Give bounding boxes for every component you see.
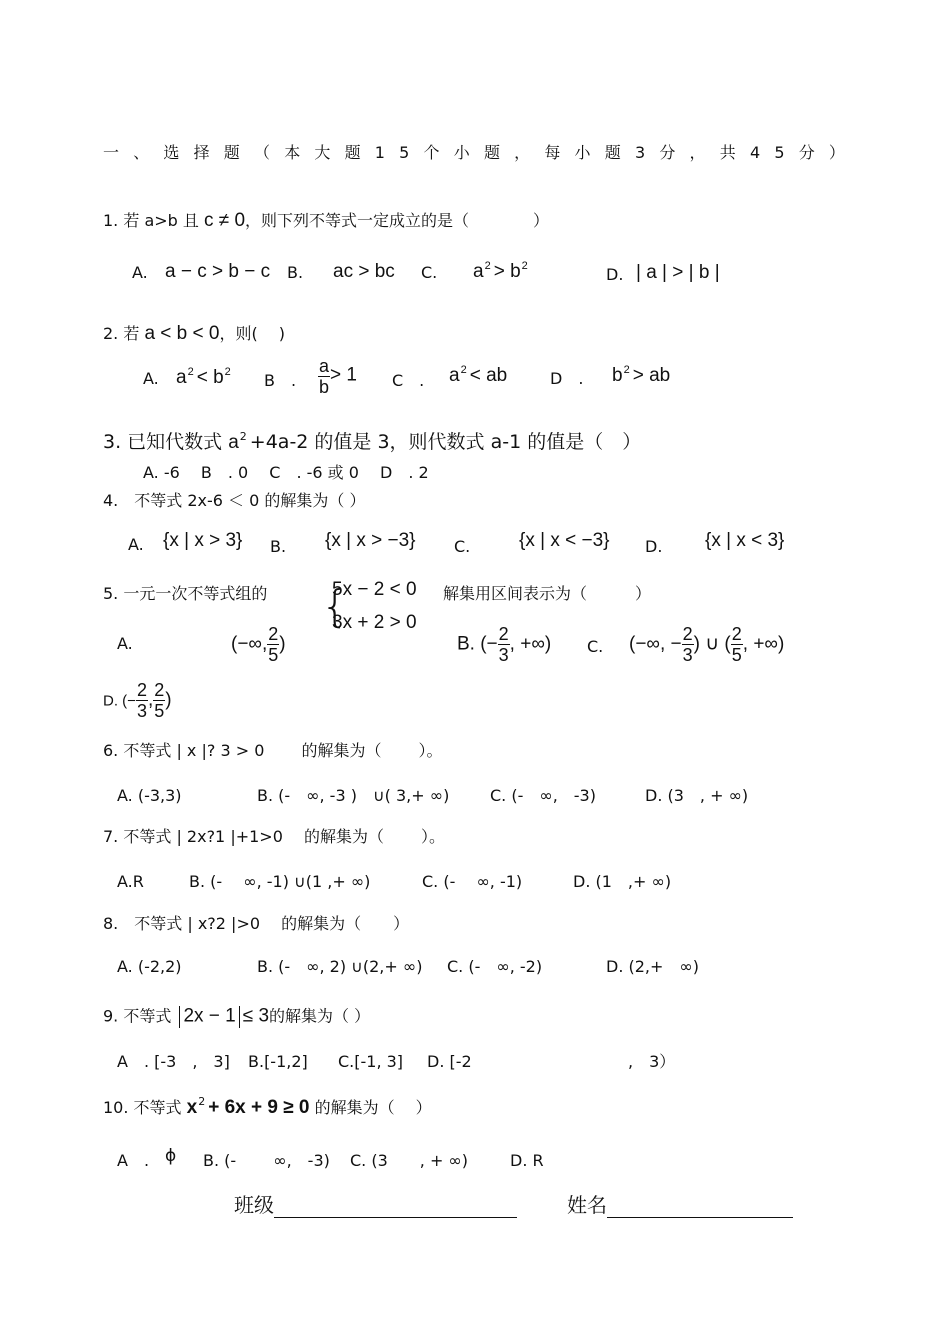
question-1 xyxy=(103,211,549,231)
q10-option-a-label: A . xyxy=(117,1151,150,1170)
question-5-stem-b: 解集用区间表示为（ ） xyxy=(443,584,652,603)
q4-option-a: {x | x > 3} xyxy=(163,530,243,551)
name-label: 姓名 xyxy=(567,1193,607,1217)
question-8: 8. 不等式 | x?2 |>0 的解集为（ ） xyxy=(103,914,410,933)
q10-option-b: B. (- ∞, -3) xyxy=(203,1151,330,1170)
q4-option-a-label: A. xyxy=(128,535,144,554)
q5-option-a: (−∞, $\frac{2}{5}$ ) xyxy=(231,624,286,665)
q8-option-b: B. (- ∞, 2) ∪(2,+ ∞) xyxy=(257,957,423,976)
q4-option-b-label: B. xyxy=(270,537,287,556)
q1-option-a: a − c > b − c xyxy=(165,261,271,282)
q2-option-c-label: C . xyxy=(392,371,425,390)
q2-stem-math: a < b < 0 xyxy=(144,323,220,344)
question-4: 4. 不等式 2x-6 ＜ 0 的解集为（ ） xyxy=(103,491,366,510)
q2-option-b: $\frac{a}{b}$ > 1 xyxy=(319,356,357,397)
q1-option-c: $a^2 > b^2$ xyxy=(473,260,528,282)
abs-bar-right xyxy=(239,1006,240,1028)
q4-option-c: {x | x < −3} xyxy=(519,530,610,551)
q2-option-c: $a^2$ < ab xyxy=(449,364,508,386)
q1-option-b: ac > bc xyxy=(333,261,395,282)
q4-option-d-label: D. xyxy=(645,537,663,556)
name-blank[interactable] xyxy=(607,1199,793,1218)
q2-option-d-label: D . xyxy=(550,369,584,388)
q6-option-d: D. (3 , + ∞) xyxy=(645,786,749,805)
q8-option-d: D. (2,+ ∞) xyxy=(606,957,699,976)
q5-option-b: B. (− $\frac{2}{3}$ , +∞) xyxy=(457,624,552,665)
q5-system-brace: { xyxy=(321,581,349,632)
question-5-stem-a: 5. 一元一次不等式组的 xyxy=(103,584,268,603)
q2-b-fraction: $\frac{a}{b}$ xyxy=(319,356,330,397)
q1-option-d: | a | > | b | xyxy=(636,262,720,283)
q9-option-a: A . [-3 , 3] xyxy=(117,1052,230,1071)
q9-option-b: B.[-1,2] xyxy=(248,1052,308,1071)
q7-option-c: C. (- ∞, -1) xyxy=(422,872,523,891)
q4-option-b: {x | x > −3} xyxy=(325,530,416,551)
q10-option-c: C. (3 , + ∞) xyxy=(350,1151,469,1170)
question-10: 10. 不等式 $x^2 + 6x + 9 \ge 0$ 的解集为（ ） xyxy=(103,1095,432,1118)
q1-option-d-label: D. xyxy=(606,265,624,284)
q5-option-c: (−∞, − $\frac{2}{3}$ ) ∪ ( $\frac{2}{5}$ , +∞) xyxy=(629,624,785,665)
abs-bar-left xyxy=(179,1006,180,1028)
q8-option-a: A. (-2,2) xyxy=(117,957,182,976)
q8-option-c: C. (- ∞, -2) xyxy=(447,957,543,976)
q1-stem-math: c ≠ 0 xyxy=(203,210,246,231)
q1-stem-a: 1. 若 a>b 且 xyxy=(103,211,204,230)
q9-option-d-part2: , 3） xyxy=(628,1052,676,1071)
q9-option-d-part1: D. [-2 xyxy=(427,1052,472,1071)
q4-option-c-label: C. xyxy=(454,537,471,556)
q6-option-a: A. (-3,3) xyxy=(117,786,182,805)
name-field xyxy=(567,1192,793,1218)
question-3: 3. 已知代数式 $a^2 +4a-2$ 的值是 3，则代数式 a-1 的值是（ ） xyxy=(103,430,642,453)
q2-option-b-label: B . xyxy=(264,371,297,390)
q7-option-a: A.R xyxy=(117,872,144,891)
question-7: 7. 不等式 | 2x?1 |+1>0 的解集为（ ）。 xyxy=(103,827,446,846)
q5-option-d: D. (− $\frac{2}{3}$ , $\frac{2}{5}$ ) xyxy=(103,680,172,721)
q1-option-c-label: C. xyxy=(421,263,438,282)
phi-icon: ϕ xyxy=(165,1146,177,1166)
class-blank[interactable] xyxy=(274,1199,517,1218)
question-6: 6. 不等式 | x |? 3 > 0 的解集为（ ）。 xyxy=(103,741,443,760)
q2-option-a-label: A. xyxy=(143,369,159,388)
q1-option-b-label: B. xyxy=(287,263,304,282)
class-label: 班级 xyxy=(234,1193,274,1217)
question-9: 9. 不等式 2x − 1 ≤ 3的解集为（ ） xyxy=(103,1005,371,1027)
q5-option-c-label: C. xyxy=(587,637,604,656)
q2-option-d: $b^2$ > ab xyxy=(612,364,671,386)
q1-option-a-label: A. xyxy=(132,263,148,282)
q6-option-c: C. (- ∞, -3) xyxy=(490,786,596,805)
q10-option-d: D. R xyxy=(510,1151,544,1170)
q2-option-a: $a^2 < b^2$ xyxy=(176,366,231,388)
q4-option-d: {x | x < 3} xyxy=(705,530,785,551)
q3-options: A. -6 B . 0 C . -6 或 0 D . 2 xyxy=(143,463,429,482)
q6-option-b: B. (- ∞, -3 ) ∪( 3,+ ∞) xyxy=(257,786,450,805)
q7-option-b: B. (- ∞, -1) ∪(1 ,+ ∞) xyxy=(189,872,371,891)
q5-system-line-1: 5x − 2 < 0 xyxy=(332,579,417,600)
q5-option-a-label: A. xyxy=(117,634,133,653)
q5-system-line-2: 3x + 2 > 0 xyxy=(332,612,417,633)
q1-stem-b: ，则下列不等式一定成立的是（ ） xyxy=(245,211,550,230)
q9-option-c: C.[-1, 3] xyxy=(338,1052,404,1071)
question-2: 2. 若 a < b < 0，则( ) xyxy=(103,323,286,344)
q7-option-d: D. (1 ,+ ∞) xyxy=(573,872,672,891)
class-field xyxy=(234,1192,517,1218)
section-title: 一、选择题（本大题15个小题，每小题3分，共45分） xyxy=(103,143,860,162)
